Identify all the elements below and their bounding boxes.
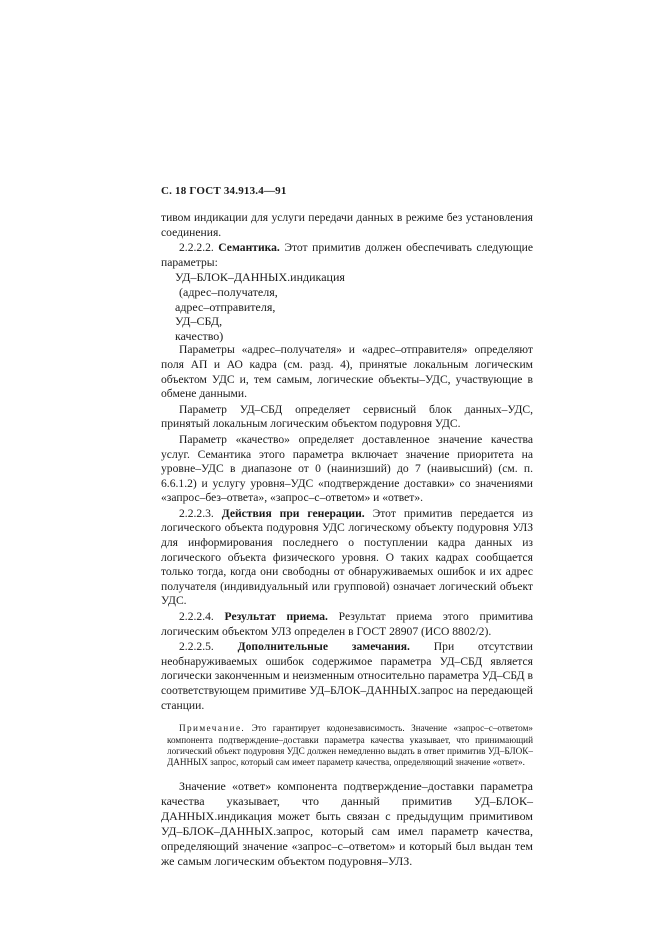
primitive-param: адрес–отправителя,: [175, 299, 276, 314]
section-2-2-2-5: [161, 640, 533, 713]
paragraph-continuation: тивом индикации для услуги передачи данных в режиме без установления соединения.: [161, 211, 533, 239]
section-2-2-2-3: [161, 507, 533, 609]
note-text: Это гарантирует кодонезависимость. Значение «запрос–с–ответом» компонента подтверждение–доставки параметра качества указывает, что принимающий логический объект подуровня УДС должен немедленно выдать в ответ примитив УД–БЛОК–ДАННЫХ запрос, который сам имеет параметр качества, определяющий значение «ответ».: [167, 723, 533, 768]
section-number: 2.2.2.5.: [179, 640, 214, 654]
document-page: [161, 185, 533, 869]
section-title: Действия при генерации.: [221, 506, 365, 520]
paragraph-addresses: Параметры «адрес–получателя» и «адрес–отправителя» определяют поля АП и АО кадра (см. разд. 4), принятые локальным логическим объектом УДС и, тем самым, логические объекты–УДС, участвующие в обмене данными.: [161, 343, 533, 401]
primitive-block: [161, 270, 533, 343]
primitive-name: УД–БЛОК–ДАННЫХ.индикация: [175, 270, 345, 285]
section-text: При отсутствии необнаруживаемых ошибок содержимое параметра УД–СБД является логически законченным и неизменным относительно параметра УД–СБД в соответствующем примитиве УД–БЛОК–ДАННЫХ.запрос на передающей станции.: [161, 640, 533, 712]
primitive-param: УД–СБД,: [175, 314, 223, 329]
section-title: Семантика.: [218, 241, 280, 255]
page-header: С. 18 ГОСТ 34.913.4—91: [161, 185, 287, 197]
paragraph-response: Значение «ответ» компонента подтверждение–доставки параметра качества указывает, что данный примитив УД–БЛОК–ДАННЫХ.индикация может быть связан с предыдущим примитивом УД–БЛОК–ДАННЫХ.запрос, который сам имел параметр качества, определяющий значение «запрос–с–ответом» и который был выдан тем же самым логическим объектом подуровня–УЛЗ.: [161, 778, 533, 868]
section-number: 2.2.2.2.: [179, 241, 214, 255]
paragraph-quality: Параметр «качество» определяет доставленное значение качества услуг. Семантика этого параметра включает значение приоритета на уровне–УДС в диапазоне от 0 (наинизший) до 7 (наивысший) (см. п. 6.6.1.2) и услугу уровня–УДС «подтверждение доставки» со значениями «запрос–без–ответа», «запрос–с–ответом» и «ответ».: [161, 432, 533, 505]
section-2-2-2-2: [161, 241, 533, 270]
note: [161, 723, 533, 769]
section-text: Результат приема этого примитива логическим объектом УЛЗ определен в ГОСТ 28907 (ИСО 8802/2).: [161, 610, 533, 638]
primitive-param: (адрес–получателя,: [179, 284, 278, 299]
section-title: Дополнительные замечания.: [237, 640, 410, 654]
section-2-2-2-4: [161, 610, 533, 639]
primitive-param: качество): [175, 328, 224, 343]
section-title: Результат приема.: [224, 610, 328, 624]
paragraph-ud-sbd: Параметр УД–СБД определяет сервисный блок данных–УДС, принятый локальным логическим объектом подуровня УДС.: [161, 402, 533, 431]
section-text: Этот примитив должен обеспечивать следующие параметры:: [161, 241, 533, 269]
note-label: Примечание.: [179, 723, 246, 734]
section-text: Этот примитив передается из логического объекта подуровня УДС логическому объекту подуровня УЛЗ для информирования последнего о поступлении кадра данных из логического объекта физического уровня. О таких кадрах сообщается только тогда, когда они свободны от обнаруживаемых ошибок и их адрес получателя (индивидуальный или групповой) означает логический объект УДС.: [161, 506, 533, 608]
section-number: 2.2.2.4.: [179, 610, 214, 624]
section-number: 2.2.2.3.: [179, 506, 214, 520]
